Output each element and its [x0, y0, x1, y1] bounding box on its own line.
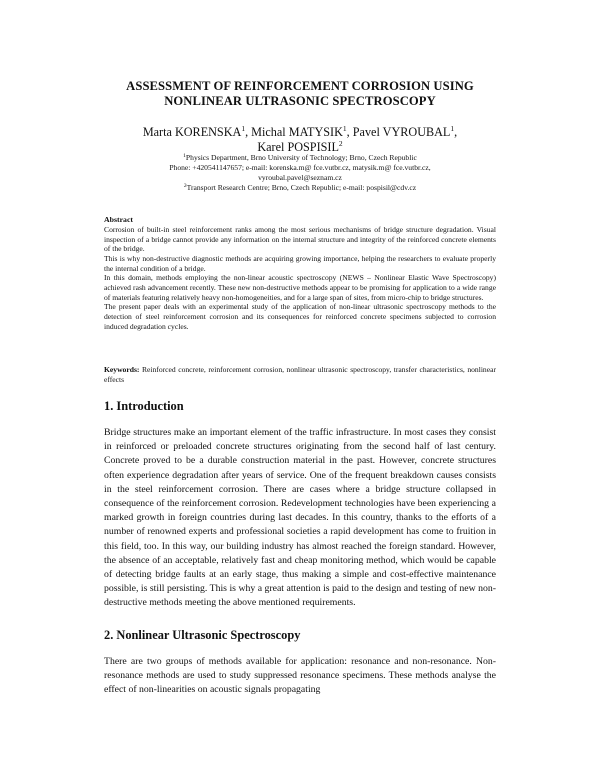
author-name: Michal MATYSIK: [251, 125, 343, 139]
keywords-label: Keywords:: [104, 365, 140, 374]
paper-title: [60, 79, 540, 109]
author-line-1: Marta KORENSKA$^1$, Michal MATYSIK$^1$, Pavel VYROUBAL$^1$,: [142, 124, 458, 139]
abstract-heading: Abstract: [104, 215, 134, 224]
title-line-2: NONLINEAR ULTRASONIC SPECTROSCOPY: [164, 94, 436, 108]
affiliation-2-line-1: $^2$Transport Research Centre; Brno, Czech Republic; e-mail: pospisil@cdv.cz: [183, 183, 417, 193]
section-2-paragraph: There are two groups of methods available for application: resonance and non-resonance. Non-resonance methods are used to study suppressed resonance specimens. These methods analyse the effect of non-linearities on acoustic signals propagating: [104, 656, 496, 696]
abstract-paragraph: This is why non-destructive diagnostic methods are acquiring growing importance, helping the researchers to evaluate properly the internal condition of a bridge.: [104, 253, 496, 273]
author-affiliation-mark: 1: [342, 124, 347, 133]
author-affiliation-mark: 2: [338, 139, 343, 148]
abstract-paragraph: The present paper deals with an experimental study of the application of non-linear ultrasonic spectroscopy methods to the detection of steel reinforcement corrosion and its consequences for reinforced concrete specimens subjected to corrosion induced degradation cycles.: [104, 302, 496, 331]
title-line-1: ASSESSMENT OF REINFORCEMENT CORROSION USING: [126, 79, 474, 93]
author-name: Marta KORENSKA: [142, 125, 242, 139]
affiliation-1-line-1: $^1$Physics Department, Brno University of Technology; Brno, Czech Republic: [183, 153, 417, 162]
keywords: [104, 365, 496, 385]
abstract-paragraph: In this domain, methods employing the non-linear acoustic spectroscopy (NEWS – Nonlinear Elastic Wave Spectroscopy) achieved rash advancement recently. These new non-destructive methods appear to be promising for application to a wide range of materials featuring relatively heavy non-homogeneities, and for a large span of sites, from micro-chip to bridge structures.: [104, 273, 496, 302]
affiliation-1-line-2: Phone: +420541147657; e-mail: korenska.m@ fce.vutbr.cz, matysik.m@ fce.vutbr.cz,: [169, 163, 431, 173]
author-name: Pavel VYROUBAL: [352, 125, 451, 139]
keywords-text: Reinforced concrete, reinforcement corrosion, nonlinear ultrasonic spectroscopy, transfer characteristics, nonlinear effects: [104, 365, 496, 384]
affiliation-1-line-3: vyroubal.pavel@seznam.cz: [258, 173, 342, 183]
section-heading-introduction: 1. Introduction: [104, 399, 184, 413]
affiliations: [100, 153, 500, 193]
author-name: Karel POSPISIL: [257, 140, 339, 154]
abstract-block: [104, 215, 496, 331]
author-affiliation-mark: 1: [241, 124, 246, 133]
author-affiliation-mark: 1: [450, 124, 455, 133]
introduction-paragraph: Bridge structures make an important element of the traffic infrastructure. In most cases they consist in reinforced or preloaded concrete structures originating from the second half of last century. Concrete proved to be a durable construction material in the past. However, concrete structures often experience degradation after years of service. One of the frequent breakdown causes consists in the steel reinforcement corrosion. There are cases where a bridge structure collapsed in consequence of the reinforcement corrosion. Redevelopment technologies have been experiencing a marked growth in foreign countries during last decades. In this country, thanks to the efforts of a number of renowned experts and professional societies a rapid development has come to fruition in this field, too. In this way, our building industry has almost reached the foreign standard. However, the absence of an acceptable, relatively fast and cheap monitoring method, which would be capable of detecting bridge faults at an early stage, thus making a simple and cost-effective maintenance possible, is still persisting. This is why a great attention is paid to the design and testing of new non-destructive methods meeting the above mentioned requirements.: [104, 427, 496, 609]
author-list: [100, 125, 500, 155]
abstract-paragraph: Corrosion of built-in steel reinforcement ranks among the most serious mechanisms of bridge structure degradation. Visual inspection of a bridge cannot provide any information on the internal structure and integrity of the reinforced concrete elements of the bridge.: [104, 225, 496, 254]
section-heading-nonlinear-spectroscopy: 2. Nonlinear Ultrasonic Spectroscopy: [104, 628, 301, 642]
